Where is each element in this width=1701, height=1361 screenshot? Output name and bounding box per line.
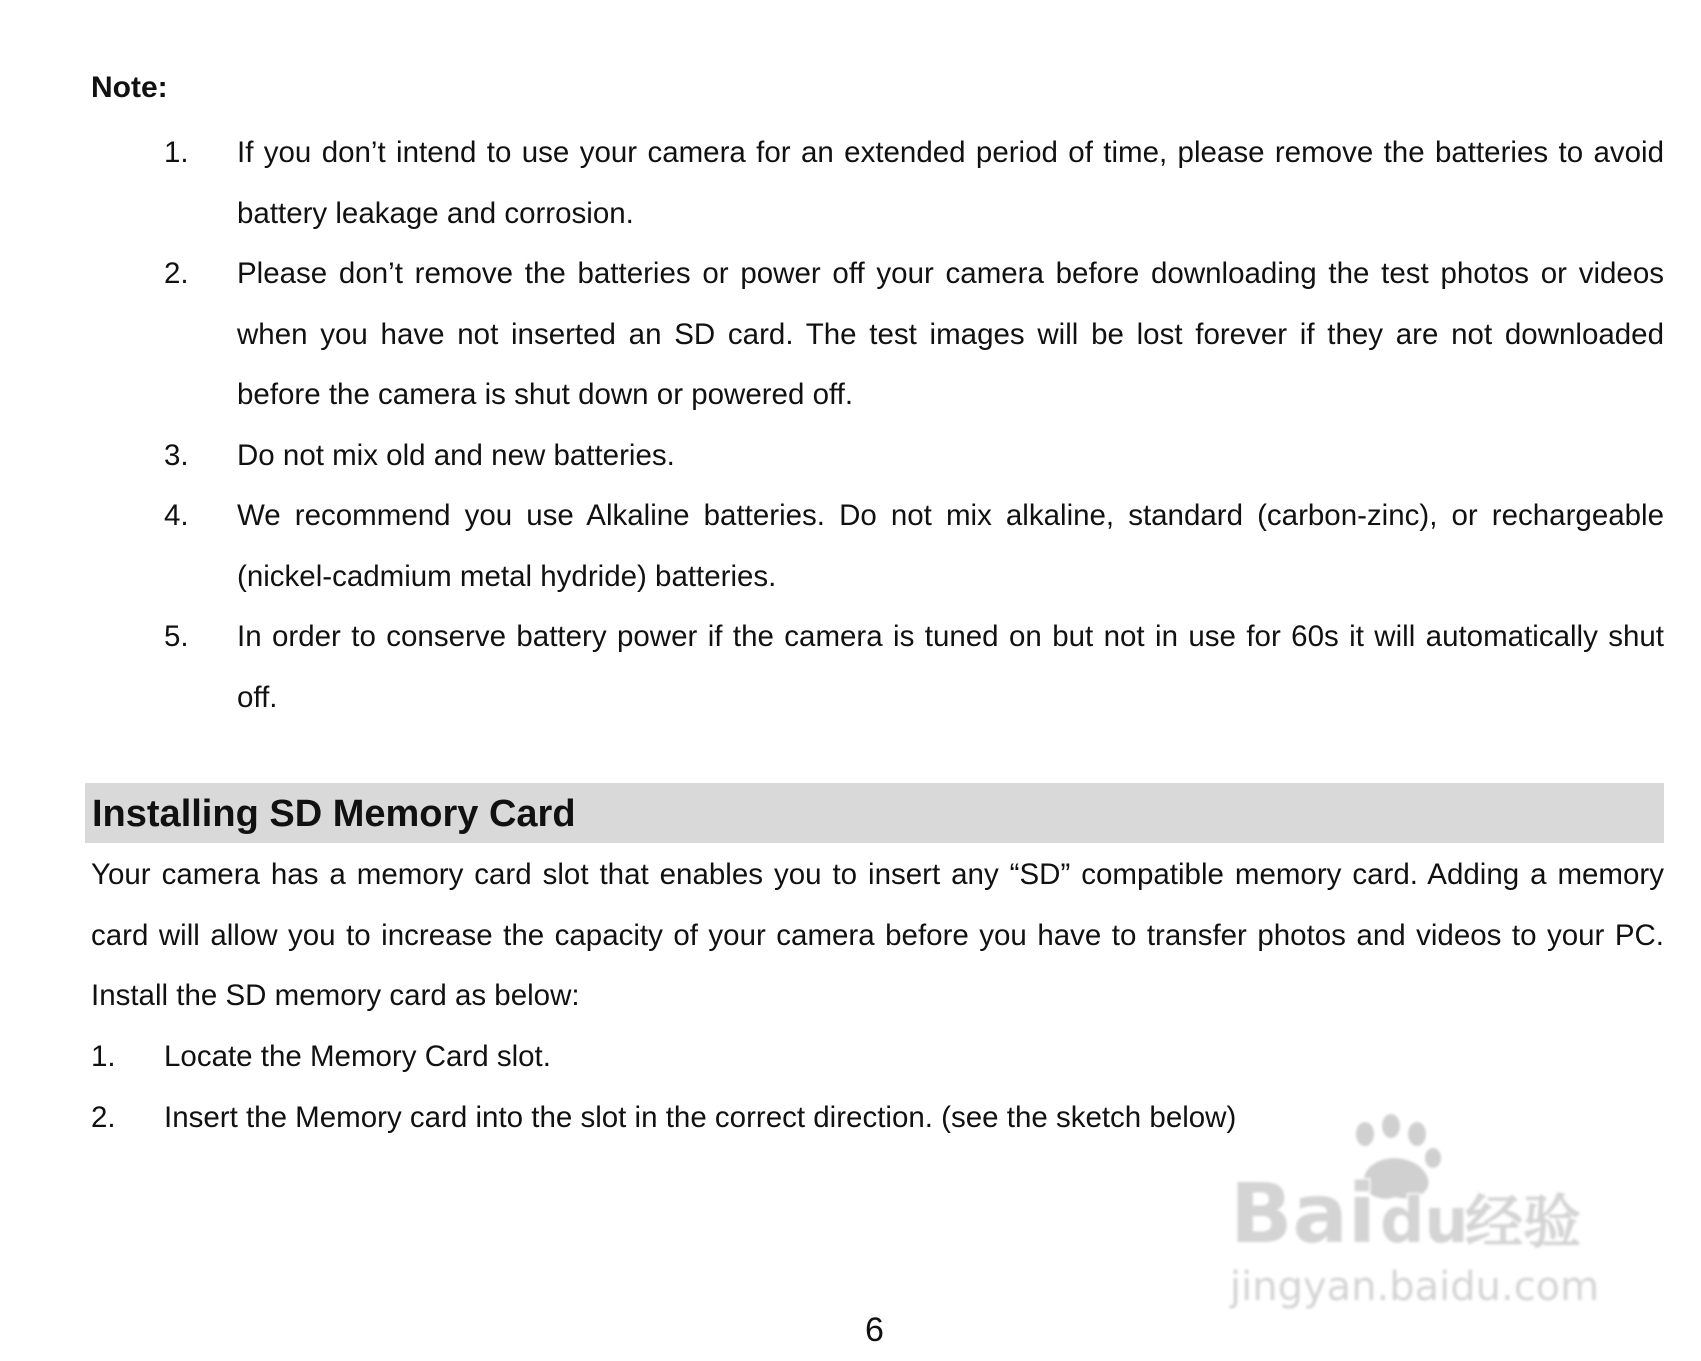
section-heading-bar bbox=[85, 783, 1664, 843]
note-list bbox=[164, 123, 1664, 728]
step-number: 2. bbox=[91, 1100, 116, 1134]
list-item bbox=[164, 244, 1664, 426]
step-text: Locate the Memory Card slot. bbox=[164, 1040, 551, 1073]
svg-text:jingyan.baidu.com: jingyan.baidu.com bbox=[1230, 1264, 1600, 1310]
list-item bbox=[164, 426, 1664, 487]
list-item-number: 2. bbox=[164, 257, 189, 290]
section-intro-paragraph: Your camera has a memory card slot that enables you to insert any “SD” compatible memory card. Adding a memory card will allow you to increase the capacity of your camera before you have to transfer photos and videos to your PC. Install the SD memory card as below: bbox=[91, 858, 1664, 1012]
baidu-jingyan-watermark-logo bbox=[1215, 1112, 1615, 1312]
svg-text:经验: 经验 bbox=[1465, 1188, 1582, 1256]
list-item-text: Please don’t remove the batteries or power off your camera before downloading the test photos or videos when you have not inserted an SD card. The test images will be lost forever if they are not downloaded before the camera is shut down or powered off. bbox=[237, 257, 1664, 411]
list-item bbox=[91, 1027, 1664, 1088]
svg-text:Bai: Bai bbox=[1230, 1167, 1376, 1262]
list-item bbox=[164, 123, 1664, 244]
note-heading: Note: bbox=[91, 71, 168, 104]
page-number: 6 bbox=[865, 1311, 884, 1349]
list-item-text: In order to conserve battery power if the camera is tuned on but not in use for 60s it will automatically shut off. bbox=[237, 620, 1664, 714]
list-item-number: 4. bbox=[164, 499, 189, 532]
list-item-text: Do not mix old and new batteries. bbox=[237, 438, 675, 472]
list-item-text: If you don’t intend to use your camera for an extended period of time, please remove the batteries to avoid battery leakage and corrosion. bbox=[237, 136, 1664, 230]
list-item-number: 5. bbox=[164, 620, 189, 653]
list-item-number: 3. bbox=[164, 438, 189, 472]
list-item-number: 1. bbox=[164, 136, 189, 169]
list-item-text: We recommend you use Alkaline batteries. Do not mix alkaline, standard (carbon-zinc), or rechargeable (nickel-cadmium metal hydride) batteries. bbox=[237, 499, 1664, 593]
step-number: 1. bbox=[91, 1040, 116, 1073]
list-item bbox=[164, 486, 1664, 607]
section-title: Installing SD Memory Card bbox=[92, 793, 576, 835]
list-item bbox=[164, 607, 1664, 728]
step-text: Insert the Memory card into the slot in the correct direction. (see the sketch below) bbox=[164, 1100, 1237, 1134]
svg-text:du: du bbox=[1380, 1184, 1469, 1257]
